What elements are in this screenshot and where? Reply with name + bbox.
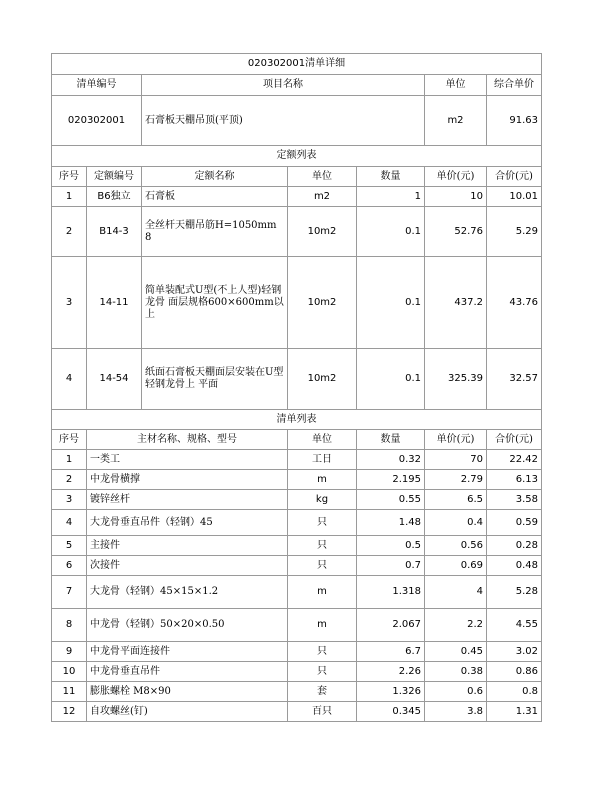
quota-unit: m2 bbox=[288, 187, 357, 207]
material-total: 0.8 bbox=[487, 682, 542, 702]
material-unit: m bbox=[288, 576, 357, 609]
material-total: 0.28 bbox=[487, 536, 542, 556]
material-row bbox=[52, 556, 542, 576]
quota-col-total: 合价(元) bbox=[487, 167, 542, 187]
quota-row bbox=[52, 187, 542, 207]
project-name: 石膏板天棚吊顶(平顶) bbox=[142, 96, 425, 146]
material-name: 膨胀螺栓 M8×90 bbox=[87, 682, 288, 702]
material-name: 大龙骨（轻钢）45×15×1.2 bbox=[87, 576, 288, 609]
quota-col-seq: 序号 bbox=[52, 167, 87, 187]
material-qty: 2.195 bbox=[357, 470, 425, 490]
material-unit-price: 0.4 bbox=[425, 510, 487, 536]
material-total: 3.02 bbox=[487, 642, 542, 662]
material-unit: 只 bbox=[288, 556, 357, 576]
material-unit: 只 bbox=[288, 642, 357, 662]
quota-name: 纸面石膏板天棚面层安装在U型轻钢龙骨上 平面 bbox=[142, 349, 288, 410]
table-title-row bbox=[52, 54, 542, 75]
material-total: 0.48 bbox=[487, 556, 542, 576]
material-seq: 1 bbox=[52, 450, 87, 470]
material-seq: 12 bbox=[52, 702, 87, 722]
material-seq: 2 bbox=[52, 470, 87, 490]
bill-info-row bbox=[52, 96, 542, 146]
material-qty: 2.26 bbox=[357, 662, 425, 682]
material-qty: 0.32 bbox=[357, 450, 425, 470]
material-qty: 0.5 bbox=[357, 536, 425, 556]
material-col-unit: 单位 bbox=[288, 430, 357, 450]
material-name: 自攻螺丝(钉) bbox=[87, 702, 288, 722]
material-unit: 只 bbox=[288, 510, 357, 536]
material-total: 4.55 bbox=[487, 609, 542, 642]
quota-row bbox=[52, 349, 542, 410]
quota-header-row bbox=[52, 167, 542, 187]
material-unit: 套 bbox=[288, 682, 357, 702]
quota-section-title: 定额列表 bbox=[52, 146, 542, 167]
quota-col-code: 定额编号 bbox=[87, 167, 142, 187]
quota-unit-price: 10 bbox=[425, 187, 487, 207]
quota-qty: 0.1 bbox=[357, 207, 425, 257]
material-row bbox=[52, 536, 542, 556]
material-row bbox=[52, 682, 542, 702]
materials-section-title-row bbox=[52, 410, 542, 430]
material-seq: 6 bbox=[52, 556, 87, 576]
composite-price-header: 综合单价 bbox=[487, 75, 542, 96]
quota-name: 简单装配式U型(不上人型)轻钢龙骨 面层规格600×600mm以上 bbox=[142, 257, 288, 349]
quota-code: 14-11 bbox=[87, 257, 142, 349]
material-row bbox=[52, 662, 542, 682]
material-row bbox=[52, 576, 542, 609]
material-name: 中龙骨平面连接件 bbox=[87, 642, 288, 662]
material-col-seq: 序号 bbox=[52, 430, 87, 450]
material-unit: m bbox=[288, 470, 357, 490]
material-total: 0.86 bbox=[487, 662, 542, 682]
material-unit: 百只 bbox=[288, 702, 357, 722]
quota-qty: 0.1 bbox=[357, 349, 425, 410]
quota-col-unit-price: 单价(元) bbox=[425, 167, 487, 187]
material-total: 1.31 bbox=[487, 702, 542, 722]
material-col-unit-price: 单价(元) bbox=[425, 430, 487, 450]
material-unit: 只 bbox=[288, 662, 357, 682]
quota-seq: 3 bbox=[52, 257, 87, 349]
quota-code: B14-3 bbox=[87, 207, 142, 257]
material-unit-price: 0.69 bbox=[425, 556, 487, 576]
quota-unit-price: 325.39 bbox=[425, 349, 487, 410]
material-name: 中龙骨（轻钢）50×20×0.50 bbox=[87, 609, 288, 642]
material-qty: 1.326 bbox=[357, 682, 425, 702]
material-seq: 10 bbox=[52, 662, 87, 682]
material-row bbox=[52, 470, 542, 490]
quota-total: 43.76 bbox=[487, 257, 542, 349]
materials-header-row bbox=[52, 430, 542, 450]
bill-detail-table bbox=[51, 53, 542, 722]
material-unit-price: 0.6 bbox=[425, 682, 487, 702]
material-seq: 5 bbox=[52, 536, 87, 556]
material-col-qty: 数量 bbox=[357, 430, 425, 450]
quota-name: 全丝杆天棚吊筋H=1050mm 8 bbox=[142, 207, 288, 257]
table-title: 020302001清单详细 bbox=[52, 54, 542, 75]
quota-col-name: 定额名称 bbox=[142, 167, 288, 187]
material-row bbox=[52, 642, 542, 662]
quota-total: 5.29 bbox=[487, 207, 542, 257]
material-seq: 9 bbox=[52, 642, 87, 662]
material-total: 6.13 bbox=[487, 470, 542, 490]
material-qty: 0.55 bbox=[357, 490, 425, 510]
material-unit-price: 2.2 bbox=[425, 609, 487, 642]
composite-price: 91.63 bbox=[487, 96, 542, 146]
material-unit-price: 3.8 bbox=[425, 702, 487, 722]
material-total: 0.59 bbox=[487, 510, 542, 536]
quota-total: 32.57 bbox=[487, 349, 542, 410]
project-name-header: 项目名称 bbox=[142, 75, 425, 96]
material-seq: 11 bbox=[52, 682, 87, 702]
quota-unit: 10m2 bbox=[288, 257, 357, 349]
material-unit: 只 bbox=[288, 536, 357, 556]
material-qty: 2.067 bbox=[357, 609, 425, 642]
material-unit-price: 4 bbox=[425, 576, 487, 609]
material-row bbox=[52, 450, 542, 470]
material-unit: m bbox=[288, 609, 357, 642]
quota-section-title-row bbox=[52, 146, 542, 167]
material-row bbox=[52, 702, 542, 722]
material-unit-price: 2.79 bbox=[425, 470, 487, 490]
bill-unit: m2 bbox=[425, 96, 487, 146]
quota-col-unit: 单位 bbox=[288, 167, 357, 187]
material-unit: 工日 bbox=[288, 450, 357, 470]
materials-section-title: 清单列表 bbox=[52, 410, 542, 430]
quota-unit: 10m2 bbox=[288, 349, 357, 410]
quota-qty: 0.1 bbox=[357, 257, 425, 349]
material-unit: kg bbox=[288, 490, 357, 510]
bill-code: 020302001 bbox=[52, 96, 142, 146]
quota-col-qty: 数量 bbox=[357, 167, 425, 187]
unit-header: 单位 bbox=[425, 75, 487, 96]
quota-seq: 1 bbox=[52, 187, 87, 207]
material-qty: 1.318 bbox=[357, 576, 425, 609]
quota-qty: 1 bbox=[357, 187, 425, 207]
material-qty: 6.7 bbox=[357, 642, 425, 662]
quota-row bbox=[52, 257, 542, 349]
bill-code-header: 清单编号 bbox=[52, 75, 142, 96]
quota-code: B6独立 bbox=[87, 187, 142, 207]
material-seq: 7 bbox=[52, 576, 87, 609]
material-seq: 3 bbox=[52, 490, 87, 510]
quota-unit-price: 52.76 bbox=[425, 207, 487, 257]
quota-seq: 4 bbox=[52, 349, 87, 410]
material-qty: 0.7 bbox=[357, 556, 425, 576]
material-row bbox=[52, 510, 542, 536]
material-unit-price: 6.5 bbox=[425, 490, 487, 510]
quota-unit-price: 437.2 bbox=[425, 257, 487, 349]
material-total: 3.58 bbox=[487, 490, 542, 510]
material-name: 镀锌丝杆 bbox=[87, 490, 288, 510]
material-total: 5.28 bbox=[487, 576, 542, 609]
material-name: 次接件 bbox=[87, 556, 288, 576]
quota-seq: 2 bbox=[52, 207, 87, 257]
material-name: 大龙骨垂直吊件（轻钢）45 bbox=[87, 510, 288, 536]
quota-code: 14-54 bbox=[87, 349, 142, 410]
bill-header-row bbox=[52, 75, 542, 96]
material-unit-price: 0.45 bbox=[425, 642, 487, 662]
material-name: 中龙骨横撑 bbox=[87, 470, 288, 490]
material-unit-price: 0.56 bbox=[425, 536, 487, 556]
material-col-total: 合价(元) bbox=[487, 430, 542, 450]
material-row bbox=[52, 490, 542, 510]
material-row bbox=[52, 609, 542, 642]
quota-total: 10.01 bbox=[487, 187, 542, 207]
quota-unit: 10m2 bbox=[288, 207, 357, 257]
material-unit-price: 0.38 bbox=[425, 662, 487, 682]
material-col-name: 主材名称、规格、型号 bbox=[87, 430, 288, 450]
material-unit-price: 70 bbox=[425, 450, 487, 470]
material-seq: 4 bbox=[52, 510, 87, 536]
material-name: 主接件 bbox=[87, 536, 288, 556]
material-total: 22.42 bbox=[487, 450, 542, 470]
material-qty: 1.48 bbox=[357, 510, 425, 536]
material-qty: 0.345 bbox=[357, 702, 425, 722]
material-name: 一类工 bbox=[87, 450, 288, 470]
quota-row bbox=[52, 207, 542, 257]
material-name: 中龙骨垂直吊件 bbox=[87, 662, 288, 682]
material-seq: 8 bbox=[52, 609, 87, 642]
quota-name: 石膏板 bbox=[142, 187, 288, 207]
